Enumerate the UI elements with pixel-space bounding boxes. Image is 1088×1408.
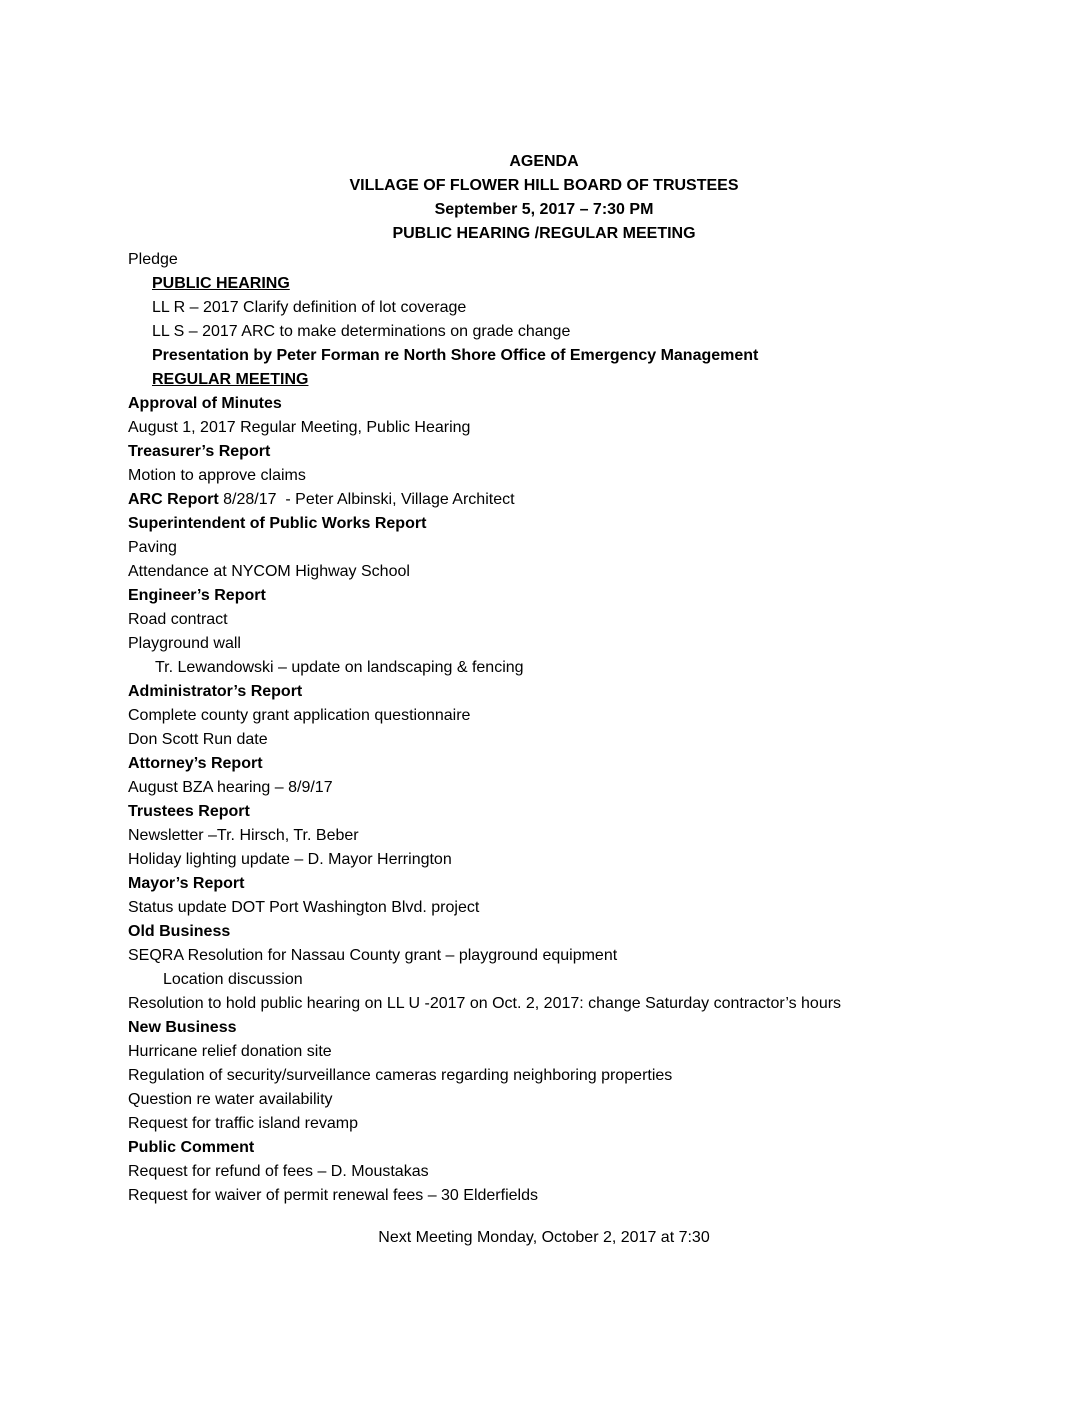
heading-public-works-report: Superintendent of Public Works Report — [128, 515, 427, 532]
heading-mayors-report: Mayor’s Report — [128, 875, 245, 892]
list-item: Request for refund of fees – D. Moustakas — [128, 1163, 429, 1180]
agenda-list — [128, 248, 1028, 1208]
heading-administrators-report: Administrator’s Report — [128, 683, 303, 700]
list-item: Road contract — [128, 611, 228, 628]
list-item: August BZA hearing – 8/9/17 — [128, 779, 333, 796]
arc-report-line — [128, 488, 1028, 512]
heading-attorneys-report: Attorney’s Report — [128, 755, 263, 772]
list-item: Tr. Lewandowski – update on landscaping & fencing — [155, 659, 524, 676]
list-item: Request for waiver of permit renewal fees – 30 Elderfields — [128, 1187, 538, 1204]
list-item: Newsletter –Tr. Hirsch, Tr. Beber — [128, 827, 359, 844]
section-regular-meeting: REGULAR MEETING — [152, 371, 309, 388]
heading-engineers-report: Engineer’s Report — [128, 587, 266, 604]
agenda-header — [0, 150, 1088, 246]
document-title: AGENDA — [509, 153, 579, 170]
list-item: Status update DOT Port Washington Blvd. project — [128, 899, 480, 916]
list-item: Don Scott Run date — [128, 731, 268, 748]
list-item: Question re water availability — [128, 1091, 333, 1108]
presentation-item: Presentation by Peter Forman re North Shore Office of Emergency Management — [152, 347, 759, 364]
list-item: Motion to approve claims — [128, 467, 306, 484]
meeting-type: PUBLIC HEARING /REGULAR MEETING — [392, 225, 696, 242]
next-meeting-note: Next Meeting Monday, October 2, 2017 at 7:30 — [378, 1229, 710, 1246]
meeting-date: September 5, 2017 – 7:30 PM — [434, 201, 654, 218]
heading-old-business: Old Business — [128, 923, 231, 940]
list-item: Holiday lighting update – D. Mayor Herrington — [128, 851, 452, 868]
arc-report-detail: 8/28/17 - Peter Albinski, Village Architect — [218, 491, 515, 508]
section-public-hearing: PUBLIC HEARING — [152, 275, 290, 292]
list-item: LL R – 2017 Clarify definition of lot coverage — [152, 299, 467, 316]
list-item: SEQRA Resolution for Nassau County grant – playground equipment — [128, 947, 618, 964]
heading-trustees-report: Trustees Report — [128, 803, 250, 820]
board-name: VILLAGE OF FLOWER HILL BOARD OF TRUSTEES — [349, 177, 739, 194]
list-item: Complete county grant application questionnaire — [128, 707, 471, 724]
list-item: August 1, 2017 Regular Meeting, Public Hearing — [128, 419, 471, 436]
list-item: Regulation of security/surveillance cameras regarding neighboring properties — [128, 1067, 673, 1084]
heading-arc-report: ARC Report — [128, 491, 219, 508]
list-item: Location discussion — [163, 971, 303, 988]
item-pledge: Pledge — [128, 251, 178, 268]
heading-approval-of-minutes: Approval of Minutes — [128, 395, 282, 412]
list-item: LL S – 2017 ARC to make determinations on grade change — [152, 323, 571, 340]
list-item: Hurricane relief donation site — [128, 1043, 332, 1060]
list-item: Attendance at NYCOM Highway School — [128, 563, 410, 580]
list-item: Request for traffic island revamp — [128, 1115, 359, 1132]
heading-new-business: New Business — [128, 1019, 237, 1036]
list-item: Resolution to hold public hearing on LL U -2017 on Oct. 2, 2017: change Saturday contractor’s hours — [128, 995, 842, 1012]
heading-treasurers-report: Treasurer’s Report — [128, 443, 271, 460]
heading-public-comment: Public Comment — [128, 1139, 255, 1156]
list-item: Playground wall — [128, 635, 241, 652]
list-item: Paving — [128, 539, 177, 556]
